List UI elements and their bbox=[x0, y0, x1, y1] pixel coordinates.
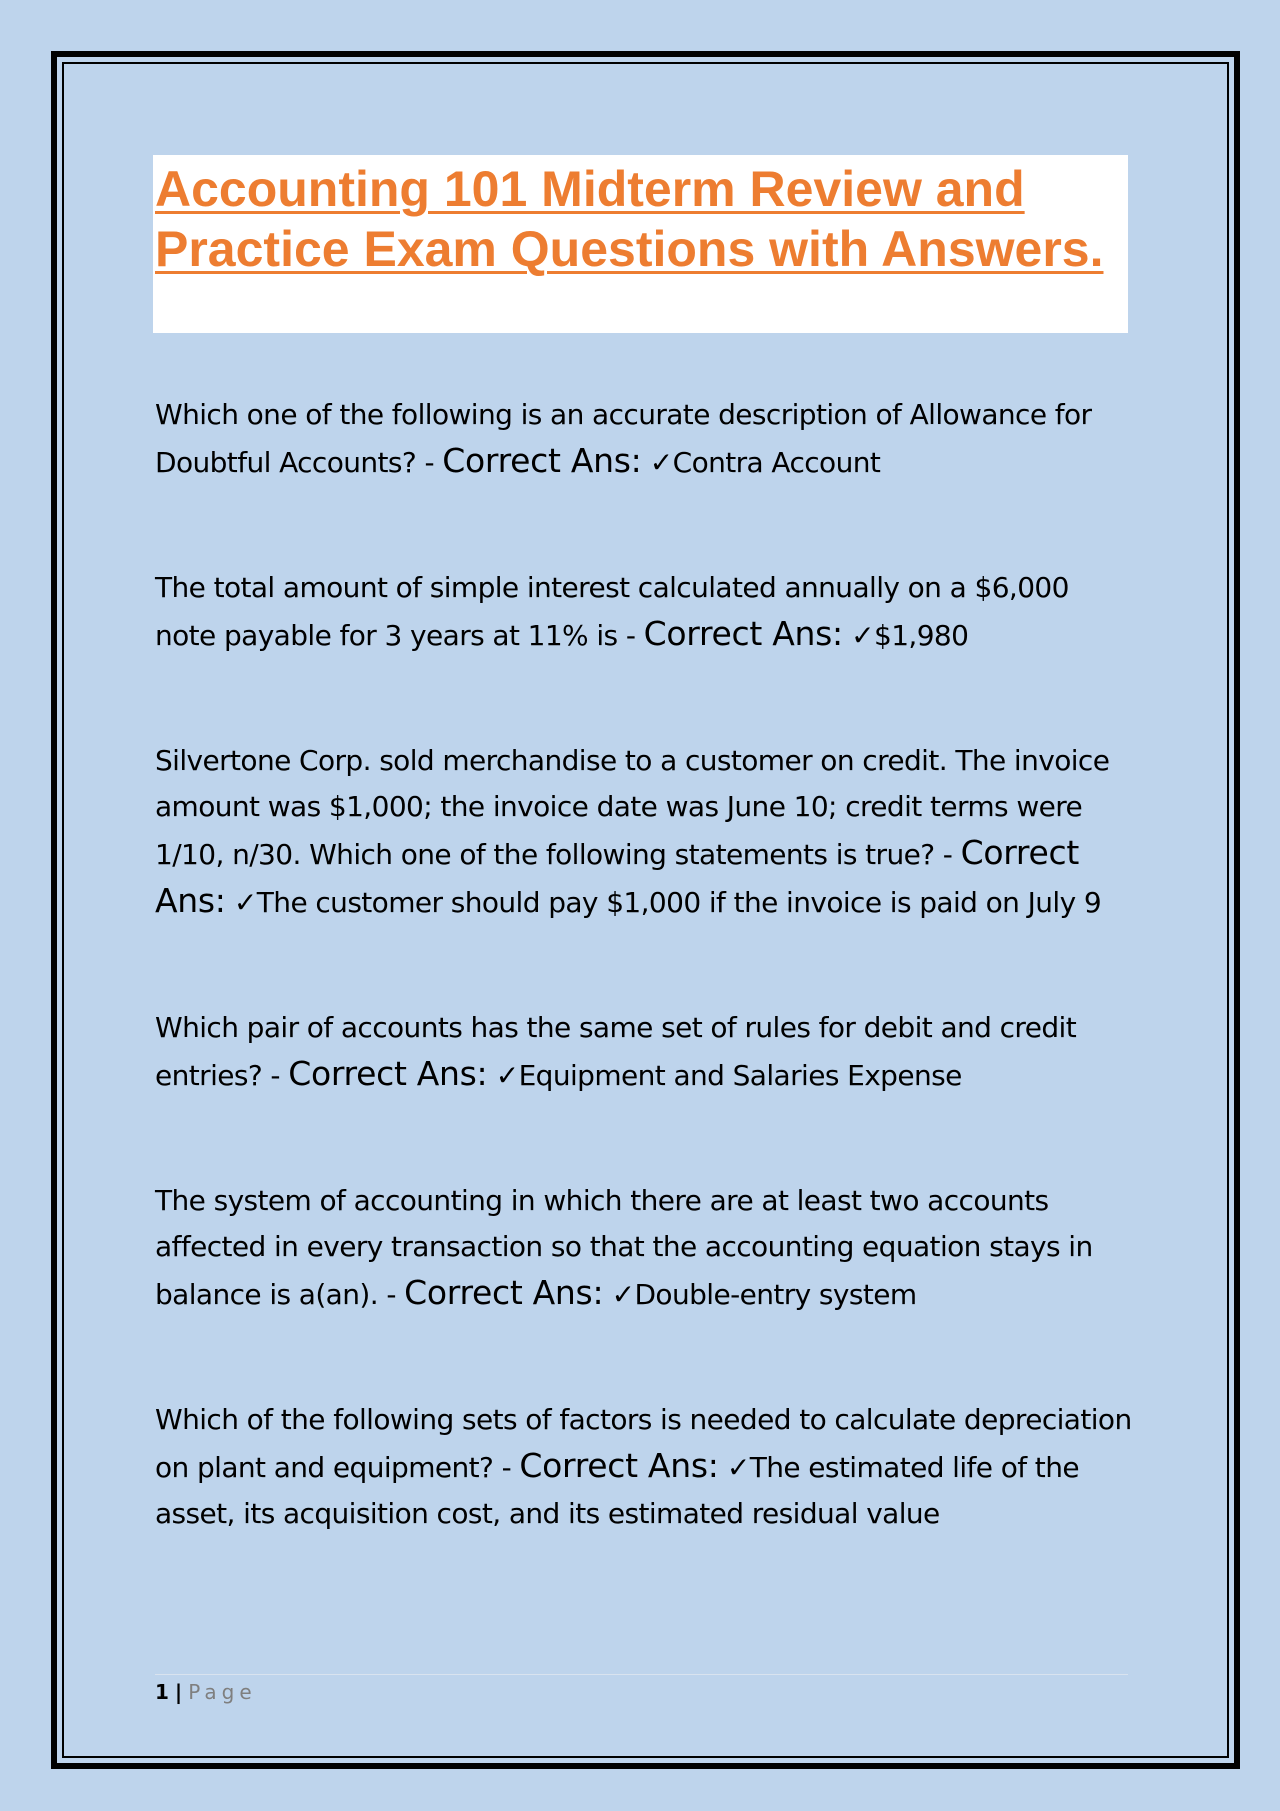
answer-separator: - bbox=[934, 838, 961, 871]
check-icon: ✓ bbox=[726, 1451, 750, 1484]
question-text: Which of the following sets of factors is needed to calculate depreciation on plant and equipment? bbox=[155, 1403, 1132, 1484]
answer-label: Correct Ans: bbox=[155, 833, 1079, 920]
question-text: Silvertone Corp. sold merchandise to a customer on credit. The invoice amount was $1,000; the invoice date was June 10; credit terms were 1/10, n/30. Which one of the following statements is true? bbox=[155, 744, 1110, 871]
answer-label: Correct Ans: bbox=[442, 441, 642, 480]
question-text: The total amount of simple interest calculated annually on a $6,000 note payable for 3 years at 11% is bbox=[155, 571, 1069, 652]
qa-item bbox=[155, 1005, 1135, 1099]
answer-separator: - bbox=[493, 1451, 520, 1484]
check-icon: ✓ bbox=[611, 1278, 635, 1311]
qa-item bbox=[155, 392, 1135, 486]
qa-list bbox=[155, 392, 1135, 1616]
page-footer bbox=[155, 1678, 257, 1706]
answer-separator: - bbox=[378, 1278, 405, 1311]
question-text: Which one of the following is an accurate description of Allowance for Doubtful Accounts? bbox=[155, 398, 1092, 479]
footer-rule bbox=[155, 1674, 1128, 1675]
check-icon: ✓ bbox=[495, 1059, 519, 1092]
qa-item bbox=[155, 565, 1135, 659]
footer-separator: | bbox=[174, 1680, 183, 1704]
page-number: 1 bbox=[155, 1680, 169, 1704]
qa-item bbox=[155, 1178, 1135, 1318]
check-icon: ✓ bbox=[851, 619, 874, 652]
answer-text: $1,980 bbox=[873, 619, 969, 652]
answer-label: Correct Ans: bbox=[643, 614, 843, 653]
check-icon: ✓ bbox=[233, 886, 257, 919]
check-icon: ✓ bbox=[649, 446, 673, 479]
document-title: Accounting 101 Midterm Review and Practice Exam Questions with Answers. bbox=[155, 161, 1104, 277]
title-box bbox=[153, 155, 1128, 333]
answer-text: The estimated life of the asset, its acquisition cost, and its estimated residual value bbox=[155, 1451, 1079, 1530]
answer-text: Contra Account bbox=[672, 446, 881, 479]
answer-text: Double-entry system bbox=[634, 1278, 917, 1311]
qa-item bbox=[155, 1397, 1135, 1537]
qa-item bbox=[155, 738, 1135, 926]
page-word: Page bbox=[188, 1680, 257, 1704]
answer-label: Correct Ans: bbox=[519, 1446, 719, 1485]
question-text: The system of accounting in which there are at least two accounts affected in every transaction so that the accounting equation stays in balance is a(an). bbox=[155, 1184, 1093, 1311]
answer-separator: - bbox=[416, 446, 443, 479]
answer-label: Correct Ans: bbox=[404, 1273, 604, 1312]
question-text: Which pair of accounts has the same set of rules for debit and credit entries? bbox=[155, 1011, 1077, 1092]
answer-separator: - bbox=[262, 1059, 289, 1092]
answer-text: The customer should pay $1,000 if the invoice is paid on July 9 bbox=[256, 886, 1102, 919]
answer-text: Equipment and Salaries Expense bbox=[518, 1059, 962, 1092]
answer-separator: - bbox=[617, 619, 644, 652]
answer-label: Correct Ans: bbox=[288, 1054, 488, 1093]
